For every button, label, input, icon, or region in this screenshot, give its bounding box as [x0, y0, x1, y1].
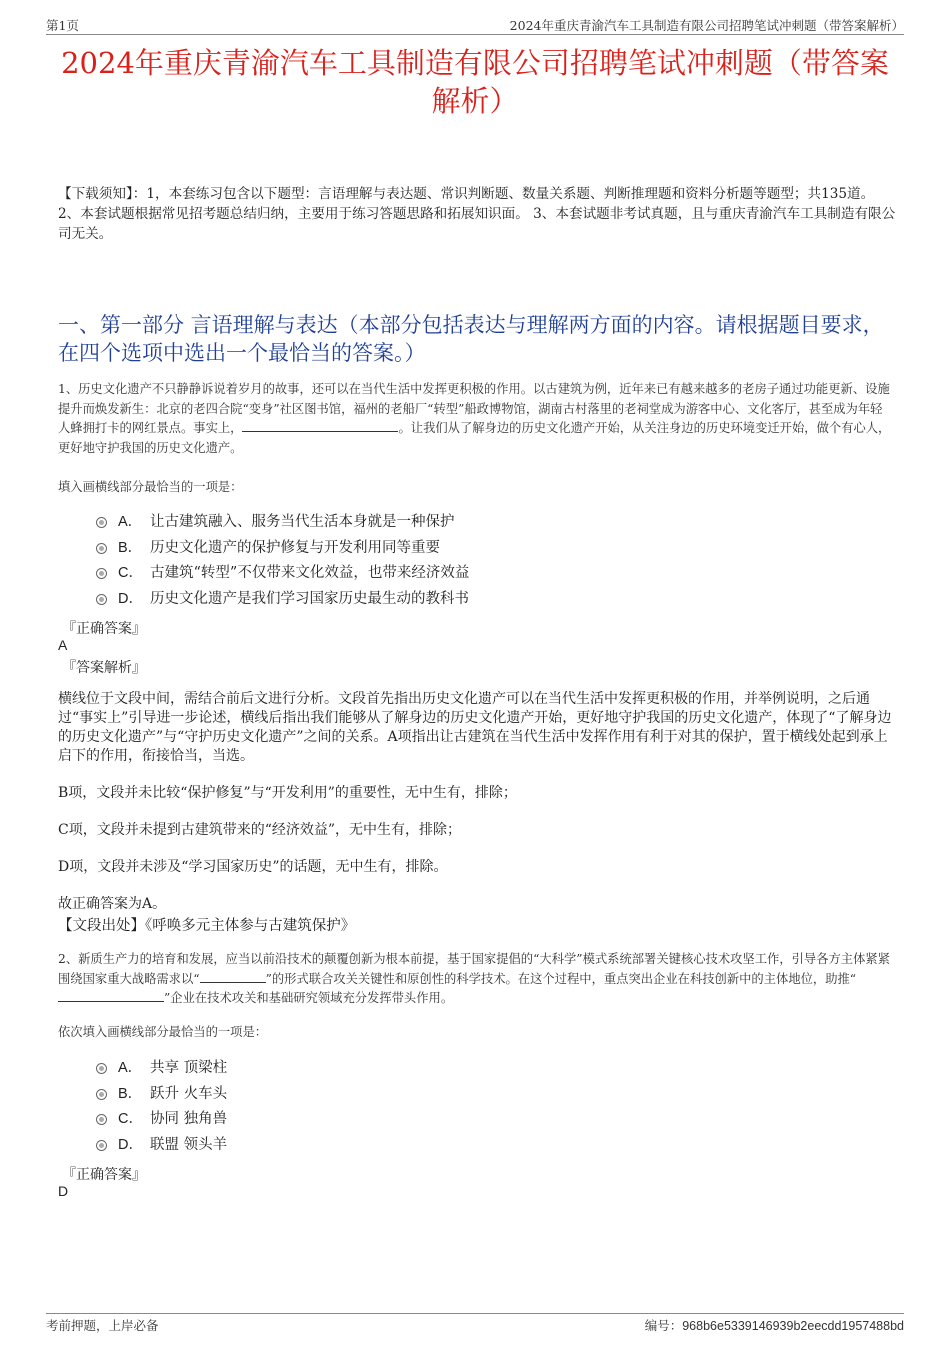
- answer-label: 『正确答案』: [62, 1167, 146, 1183]
- option-b[interactable]: B． 历史文化遗产的保护修复与开发利用同等重要: [96, 534, 469, 560]
- radio-icon[interactable]: [96, 1089, 107, 1100]
- option-d[interactable]: D． 联盟 领头羊: [96, 1131, 227, 1157]
- page-footer: [46, 1313, 904, 1334]
- question-2-blank-2: [58, 991, 164, 1002]
- download-notice: 【下载须知】：1，本套练习包含以下题型：言语理解与表达题、常识判断题、数量关系题、判断推理题和资料分析题等题型；共135道。 2、本套试题根据常见招考题总结归纳，主要用于练习答题思路和拓展知识面。 3、本套试题非考试真题，且与重庆青渝汽车工具制造有限公司无关。: [58, 186, 896, 242]
- option-c[interactable]: C． 古建筑“转型”不仅带来文化效益，也带来经济效益: [96, 559, 469, 585]
- option-b[interactable]: B． 跃升 火车头: [96, 1080, 227, 1106]
- radio-icon[interactable]: [96, 543, 107, 554]
- analysis-paragraph: C项，文段并未提到古建筑带来的“经济效益”，无中生有，排除；: [58, 822, 462, 838]
- correct-answer: D: [58, 1183, 69, 1199]
- radio-icon[interactable]: [96, 1063, 107, 1074]
- answer-label: 『正确答案』: [62, 621, 146, 637]
- document-title: 2024年重庆青渝汽车工具制造有限公司招聘笔试冲刺题（带答案解析）: [61, 46, 889, 118]
- option-text: 联盟 领头羊: [150, 1137, 228, 1154]
- correct-answer: A: [58, 637, 68, 653]
- analysis-paragraph: 横线位于文段中间，需结合前后文进行分析。文段首先指出历史文化遗产可以在当代生活中发挥更积极的作用，并举例说明，之后通过“事实上”引导进一步论述，横线后指出我们能够从了解身边的历史文化遗产开始，更好地守护我国的历史文化遗产，体现了“了解身边的历史文化遗产”与“守护历史文化遗产”之间的关系。A项指出让古建筑在当代生活中发挥作用有利于对其的保护，置于横线处起到承上启下的作用，衔接恰当，当选。: [58, 691, 892, 764]
- analysis-label: 『答案解析』: [62, 660, 146, 676]
- option-a[interactable]: A． 让古建筑融入、服务当代生活本身就是一种保护: [96, 508, 469, 534]
- option-text: 共享 顶梁柱: [150, 1060, 228, 1077]
- option-text: 跃升 火车头: [150, 1085, 228, 1102]
- option-c[interactable]: C． 协同 独角兽: [96, 1105, 227, 1131]
- answer-analysis: [58, 690, 894, 932]
- question-1-text-before: 1、历史文化遗产不只静静诉说着岁月的故事，还可以在当代生活中发挥更积极的作用。以古建筑为例，近年来已有越来越多的老房子通过功能更新、设施提升而焕发新生：北京的老四合院“变身”社区图书馆，福州的老船厂“转型”船政博物馆，湖南古村落里的老祠堂成为游客中心、文化客厅，甚至成为年轻人蜂拥打卡的网红景点。事实上，: [58, 382, 890, 435]
- question-2-prompt: 依次填入画横线部分最恰当的一项是：: [58, 1025, 268, 1039]
- radio-icon[interactable]: [96, 517, 107, 528]
- question-2-text-part2: ”的形式联合攻关关键性和原创性的科学技术。在这个过程中，重点突出企业在科技创新中的主体地位，助推“: [265, 971, 857, 986]
- option-text: 让古建筑融入、服务当代生活本身就是一种保护: [150, 514, 455, 531]
- page-header: [46, 14, 904, 35]
- passage-source: 【文段出处】《呼唤多元主体参与古建筑保护》: [58, 918, 356, 934]
- radio-icon[interactable]: [96, 568, 107, 579]
- footer-slogan: 考前押题，上岸必备: [46, 1318, 159, 1333]
- question-2-options: [96, 1054, 227, 1156]
- option-text: 协同 独角兽: [150, 1111, 228, 1128]
- analysis-paragraph: D项，文段并未涉及“学习国家历史”的话题，无中生有，排除。: [58, 859, 448, 875]
- radio-icon[interactable]: [96, 594, 107, 605]
- question-2-text-part3: ”企业在技术攻关和基础研究领域充分发挥带头作用。: [164, 991, 454, 1005]
- question-1-blank: [242, 421, 398, 432]
- radio-icon[interactable]: [96, 1114, 107, 1125]
- option-text: 历史文化遗产是我们学习国家历史最生动的教科书: [150, 591, 469, 608]
- analysis-paragraph: B项，文段并未比较“保护修复”与“开发利用”的重要性，无中生有，排除；: [58, 785, 517, 801]
- option-text: 古建筑“转型”不仅带来文化效益，也带来经济效益: [150, 565, 470, 582]
- question-2-text-part1: 2、新质生产力的培育和发展，应当以前沿技术的颠覆创新为根本前提，基于国家提倡的“大科学”模式系统部署关键核心技术攻坚工作，引导各方主体紧紧围绕国家重大战略需求以“: [58, 952, 890, 986]
- question-2-blank-1: [200, 972, 266, 983]
- question-1-text: [58, 380, 894, 458]
- section-heading: 一、第一部分 言语理解与表达（本部分包括表达与理解两方面的内容。请根据题目要求，在四个选项中选出一个最恰当的答案。）: [58, 313, 884, 365]
- radio-icon[interactable]: [96, 1140, 107, 1151]
- header-doc-title: 2024年重庆青渝汽车工具制造有限公司招聘笔试冲刺题（带答案解析）: [509, 18, 904, 33]
- option-d[interactable]: D． 历史文化遗产是我们学习国家历史最生动的教科书: [96, 585, 469, 611]
- question-1-text-after: 。让我们从了解身边的历史文化遗产开始，从关注身边的历史环境变迁开始，做个有心人，更好地守护我国的历史文化遗产。: [58, 421, 891, 455]
- page-number: 第1页: [46, 18, 79, 33]
- option-a[interactable]: A． 共享 顶梁柱: [96, 1054, 227, 1080]
- footer-code: 编号：968b6e5339146939b2eecdd1957488bd: [644, 1318, 904, 1333]
- option-text: 历史文化遗产的保护修复与开发利用同等重要: [150, 539, 440, 556]
- question-1-options: [96, 508, 469, 610]
- analysis-paragraph: 故正确答案为A。: [58, 896, 167, 912]
- question-2-text: [58, 950, 894, 1009]
- question-1-prompt: 填入画横线部分最恰当的一项是：: [58, 480, 243, 494]
